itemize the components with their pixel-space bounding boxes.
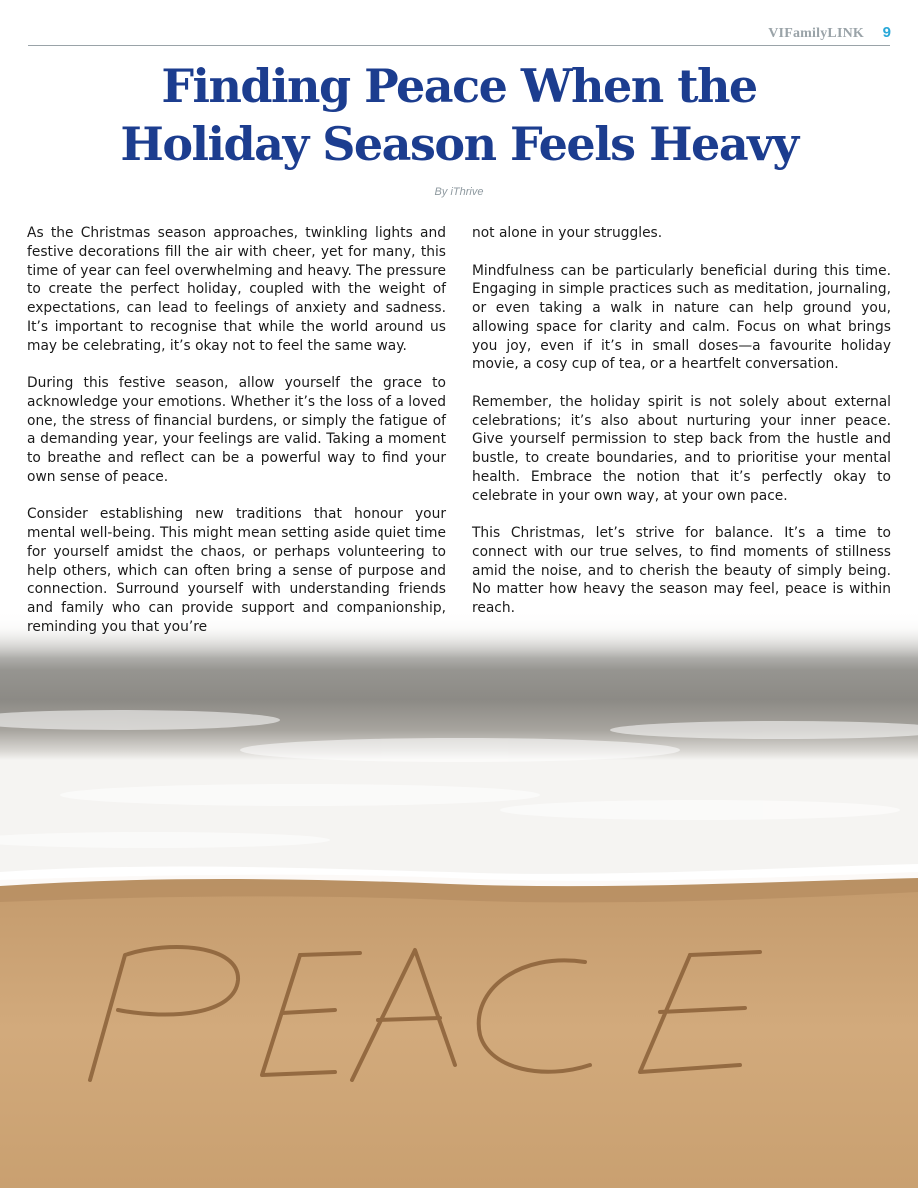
header-rule — [28, 45, 890, 46]
paragraph: As the Christmas season approaches, twinkling lights and festive decorations fill the air with cheer, yet for many, this time of year can feel overwhelming and heavy. The pressure to create the perfect holiday, coupled with the weight of expectations, can lead to feelings of anxiety and sadness. It’s important to recognise that while the world around us may be celebrating, it’s okay not to feel the same way. — [27, 225, 446, 354]
article-title — [0, 57, 918, 173]
byline: By iThrive — [434, 186, 484, 198]
paragraph: Mindfulness can be particularly beneficial during this time. Engaging in simple practices such as meditation, journaling, or even taking a walk in nature can help ground you, allowing space for clarity and calm. Focus on what brings you joy, even if it’s in small doses—a favourite holiday movie, a cosy cup of tea, or a heartfelt conversation. — [472, 262, 891, 373]
title-line-2: Holiday Season Feels Heavy — [120, 117, 798, 171]
publication-brand: VIFamilyLINK — [768, 26, 864, 41]
article-column-right — [472, 224, 891, 637]
beach-peace-photo — [0, 610, 918, 1188]
paragraph: This Christmas, let’s strive for balance. It’s a time to connect with our true selves, to find moments of stillness amid the noise, and to cherish the beauty of simply being. No matter how heavy the season may feel, peace is within reach. — [472, 525, 891, 616]
page-number: 9 — [882, 24, 891, 41]
paragraph: Consider establishing new traditions that honour your mental well-being. This might mean setting aside quiet time for yourself amidst the chaos, or perhaps volunteering to help others, which can often bring a sense of purpose and connection. Surround yourself with understanding friends and family who can provide support and companionship, reminding you that you’re — [27, 506, 446, 635]
paragraph: Remember, the holiday spirit is not solely about external celebrations; it’s also about nurturing your inner peace. Give yourself permission to step back from the hustle and bustle, to create boundaries, and to prioritise your mental health. Embrace the notion that it’s perfectly okay to celebrate in your own way, at your own pace. — [472, 393, 891, 504]
paragraph: not alone in your struggles. — [472, 225, 663, 241]
article-column-left — [27, 224, 446, 655]
title-line-1: Finding Peace When the — [161, 59, 757, 113]
paragraph: During this festive season, allow yourself the grace to acknowledge your emotions. Whether it’s the loss of a loved one, the stress of financial burdens, or simply the fatigue of a demanding year, your feelings are valid. Taking a moment to breathe and reflect can be a powerful way to find your own sense of peace. — [27, 375, 446, 485]
